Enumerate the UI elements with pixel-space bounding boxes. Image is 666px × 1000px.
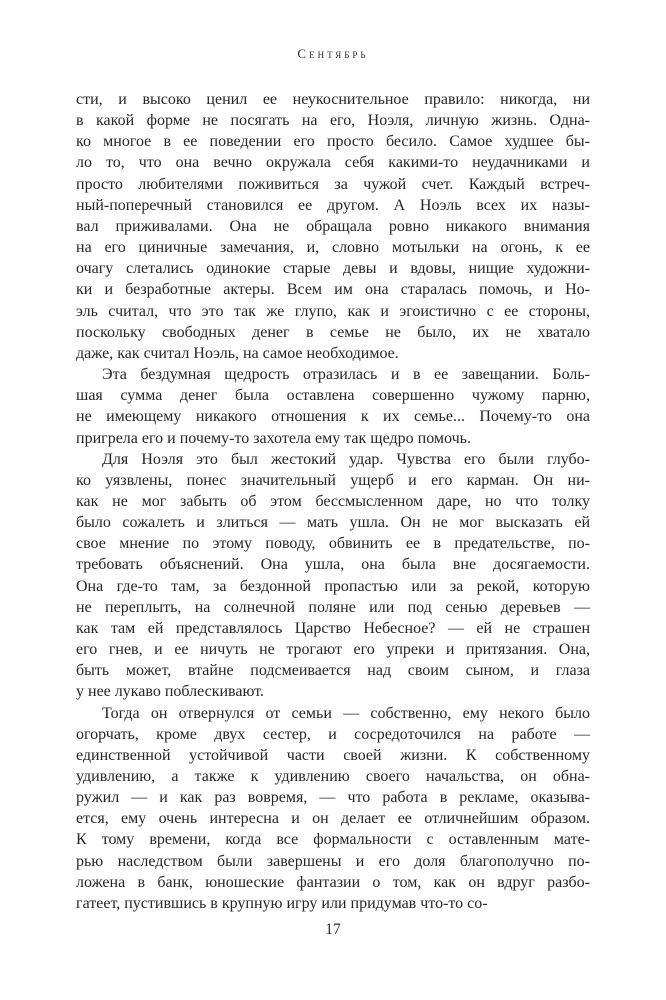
text-line: в какой форме не посягать на его, Ноэля, личную жизнь. Одна- — [76, 112, 590, 130]
text-line: ложена в банк, юношеские фантазии о том, как он вдруг разбо- — [76, 873, 590, 891]
body-text — [76, 89, 590, 914]
text-line: как там ей представлялось Царство Небесное? — ей не страшен — [76, 619, 590, 637]
text-line: ки и безработные актеры. Всем им она старалась помочь, и Но- — [76, 281, 590, 299]
text-line: ло то, что она вечно окружала себя какими-то неудачниками и — [76, 154, 590, 172]
text-line: единственной устойчивой части своей жизни. К собственному — [76, 746, 590, 764]
text-line: эль считал, что это так же глупо, как и эгоистично с ее стороны, — [76, 302, 590, 320]
text-line: требовать объяснений. Она ушла, она была вне досягаемости. — [76, 556, 590, 574]
text-line: Эта бездумная щедрость отразилась и в ее завещании. Боль- — [102, 366, 590, 384]
text-line: ко уязвлены, понес значительный ущерб и его карман. Он ни- — [76, 471, 590, 489]
text-line: не переплыть, на солнечной поляне или под сенью деревьев — — [76, 598, 590, 616]
paragraph — [76, 449, 590, 703]
text-line: Тогда он отвернулся от семьи — собственно, ему некого было — [102, 704, 590, 722]
text-line: удивлению, а также к удивлению своего начальства, он обна- — [76, 768, 590, 785]
text-line: на его циничные замечания, и, словно мотыльки на огонь, к ее — [76, 239, 590, 257]
text-line: Она где-то там, за бездонной пропастью или за рекой, которую — [76, 577, 590, 595]
text-line: ко многое в ее поведении его просто бесило. Самое худшее бы- — [76, 133, 590, 151]
text-line: его гнев, и ее ничуть не трогают его упреки и притязания. Она, — [76, 641, 590, 659]
text-line: шая сумма денег была оставлена совершенно чужому парню, — [76, 387, 590, 405]
text-line: просто любителями поживиться за чужой счет. Каждый встреч- — [76, 175, 590, 193]
text-line: не имеющему никакого отношения к их семье... Почему-то она — [76, 408, 590, 426]
text-line: ется, ему очень интересна и он делает ее отличнейшим образом. — [76, 810, 590, 828]
page-number: 17 — [325, 921, 341, 938]
text-line: было сожалеть и злиться — мать ушла. Он не мог высказать ей — [76, 514, 590, 532]
text-line: Для Ноэля это был жестокий удар. Чувства его были глубо- — [102, 450, 590, 468]
text-line: вал приживалами. Она не обращала ровно никакого внимания — [76, 217, 590, 235]
text-line: сти, и высоко ценил ее неукоснительное правило: никогда, ни — [76, 91, 590, 108]
paragraph — [76, 89, 590, 364]
text-line: быть может, втайне подсмеивается над своим сыном, и глаза — [76, 662, 590, 680]
paragraph — [76, 703, 590, 915]
text-line: пригрела его и почему-то захотела ему так щедро помочь. — [76, 429, 471, 447]
text-line: огорчать, кроме двух сестер, и сосредоточился на работе — — [76, 725, 590, 743]
text-line: у нее лукаво поблескивают. — [76, 683, 265, 701]
text-line: как не мог забыть об этом бессмысленном даре, но что толку — [76, 492, 590, 510]
paragraph — [76, 364, 590, 449]
text-line: ружил — и как раз вовремя, — что работа в рекламе, оказыва- — [76, 789, 590, 807]
chapter-header: Сентябрь — [297, 46, 369, 61]
text-line: очагу слетались одинокие старые девы и вдовы, нищие художни- — [76, 260, 590, 278]
text-line: свое мнение по этому поводу, обвинить ее в предательстве, по- — [76, 535, 590, 553]
text-line: поскольку свободных денег в семье не было, их не хватало — [76, 323, 590, 341]
text-line: К тому времени, когда все формальности с оставленным мате- — [76, 831, 590, 849]
text-line: даже, как считал Ноэль, на самое необходимое. — [76, 344, 399, 362]
text-line: рью наследством были завершены и его доля благополучно по- — [76, 852, 590, 870]
text-line: гатеет, пустившись в крупную игру или придумав что-то со- — [76, 894, 488, 912]
text-line: ный-поперечный становился ее другом. А Ноэль всех их назы- — [76, 196, 590, 214]
